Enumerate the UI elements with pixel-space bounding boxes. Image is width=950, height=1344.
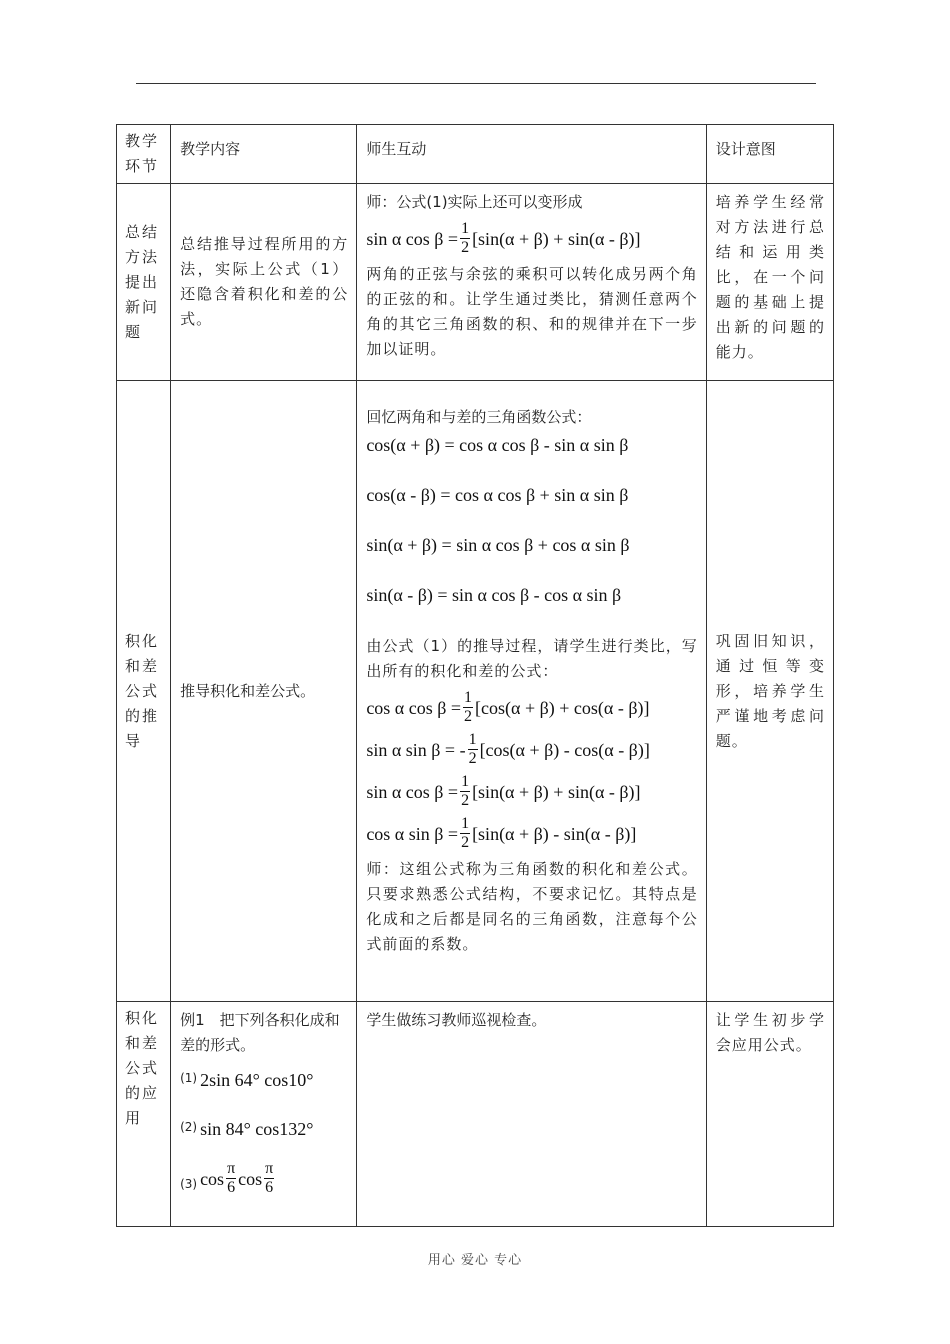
- table-header-row: [117, 125, 834, 184]
- lesson-plan-table: [116, 124, 834, 1227]
- header-rule: [136, 83, 816, 84]
- identity-1: cos(α + β) = cos α cos β - sin α sin β: [366, 435, 629, 455]
- intent-cell: 让学生初步学会应用公式。: [706, 1002, 833, 1227]
- teacher-note: 师：这组公式称为三角函数的积化和差公式。只要求熟悉公式结构，不要求记忆。其特点是化成和之后都是同名的三角函数，注意每个公式前面的系数。: [366, 860, 698, 953]
- example-item: (1) 2sin 64° cos10°: [180, 1070, 314, 1090]
- identity-2: cos(α - β) = cos α cos β + sin α sin β: [366, 485, 629, 505]
- header-content: 教学内容: [171, 125, 357, 184]
- fraction: $\frac{1}{2}$: [461, 773, 470, 809]
- fraction: $\frac{\pi}{6}$: [265, 1160, 274, 1196]
- product-formula: sin α cos β = $\frac{1}{2}$ [sin(α + β) + sin(α - β)]: [366, 773, 641, 809]
- header-intent: 设计意图: [706, 125, 833, 184]
- content-cell: 总结推导过程所用的方法，实际上公式（1）还隐含着积化和差的公式。: [171, 184, 357, 381]
- recall-text: 回忆两角和与差的三角函数公式：: [366, 408, 592, 426]
- stage-cell: 总结方法提出新问题: [117, 184, 171, 381]
- stage-cell: 积化和差公式的应用: [117, 1002, 171, 1227]
- stage-cell: 积化和差公式的推导: [117, 381, 171, 1002]
- header-stage: 教学环节: [117, 125, 171, 184]
- content-cell: [171, 1002, 357, 1227]
- content-cell: 推导积化和差公式。: [171, 381, 357, 1002]
- prompt-text: 由公式（1）的推导过程，请学生进行类比，写出所有的积化和差的公式：: [366, 637, 698, 680]
- explanation-text: 两角的正弦与余弦的乘积可以转化成另两个角的正弦的和。让学生通过类比，猜测任意两个角的其它三角函数的积、和的规律并在下一步加以证明。: [366, 265, 698, 358]
- fraction: $\frac{1}{2}$: [461, 815, 470, 851]
- product-formula: sin α sin β = - $\frac{1}{2}$ [cos(α + β) - cos(α - β)]: [366, 731, 650, 767]
- example-item: (3) cos $\frac{\pi}{6}$ cos $\frac{\pi}{6}$: [180, 1160, 274, 1196]
- identity-3: sin(α + β) = sin α cos β + cos α sin β: [366, 535, 630, 555]
- table-row: [117, 184, 834, 381]
- interaction-cell: 学生做练习教师巡视检查。: [357, 1002, 706, 1227]
- teacher-intro: 师：公式(1)实际上还可以变形成: [366, 193, 583, 211]
- fraction: $\frac{1}{2}$: [461, 220, 470, 256]
- table-row: [117, 1002, 834, 1227]
- product-formula: cos α cos β = $\frac{1}{2}$ [cos(α + β) + cos(α - β)]: [366, 689, 650, 725]
- intent-cell: 巩固旧知识，通过恒等变形，培养学生严谨地考虑问题。: [706, 381, 833, 1002]
- fraction: $\frac{\pi}{6}$: [227, 1160, 236, 1196]
- formula-1: sin α cos β = $\frac{1}{2}$ [sin(α + β) + sin(α - β)]: [366, 220, 641, 256]
- identity-4: sin(α - β) = sin α cos β - cos α sin β: [366, 585, 622, 605]
- fraction: $\frac{1}{2}$: [468, 731, 477, 767]
- example-title: 例1 把下列各积化成和差的形式。: [180, 1011, 340, 1054]
- example-item: (2) sin 84° cos132°: [180, 1119, 314, 1139]
- interaction-cell: [357, 381, 706, 1002]
- fraction: $\frac{1}{2}$: [464, 689, 473, 725]
- page-footer: 用心 爱心 专心: [427, 1253, 523, 1268]
- header-interaction: 师生互动: [357, 125, 706, 184]
- table-row: [117, 381, 834, 1002]
- interaction-cell: [357, 184, 706, 381]
- intent-cell: 培养学生经常对方法进行总结和运用类比，在一个问题的基础上提出新的问题的能力。: [706, 184, 833, 381]
- product-formula: cos α sin β = $\frac{1}{2}$ [sin(α + β) - sin(α - β)]: [366, 815, 637, 851]
